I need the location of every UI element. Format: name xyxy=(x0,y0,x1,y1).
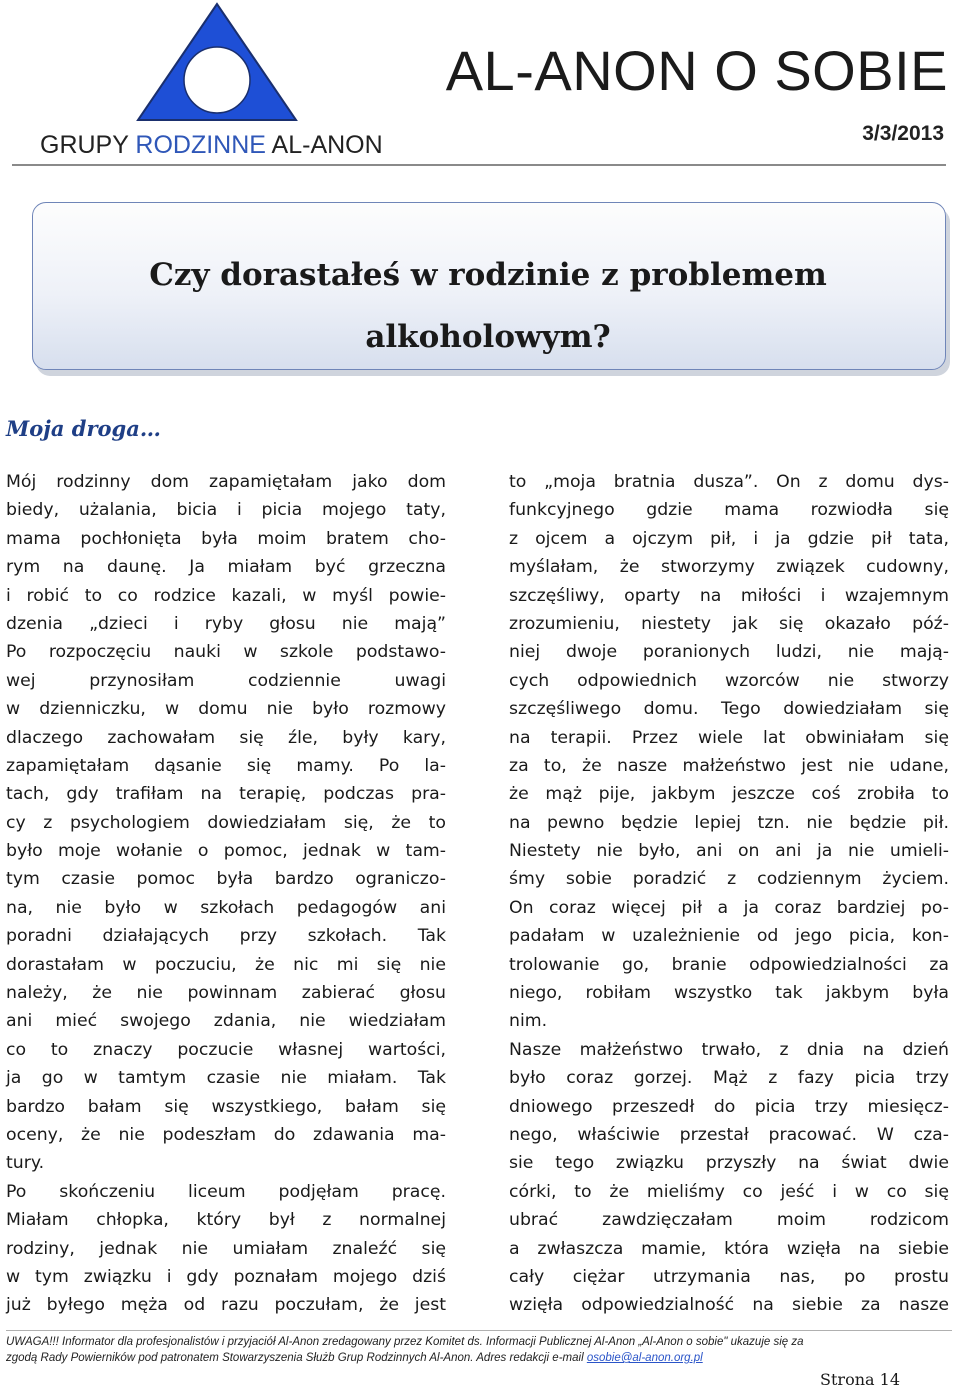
text-line: tym czasie pomoc była bardzo ograniczo- xyxy=(6,869,446,890)
text-line: nego, właściwie przestał pracować. W cza- xyxy=(509,1124,949,1145)
text-line: na terapii. Przez wiele lat obwiniałam się xyxy=(509,727,949,748)
text-line: mama pochłonięta była moim bratem cho- xyxy=(6,528,446,549)
text-line: wzięła odpowiedzialność na siebie za nasze xyxy=(509,1295,949,1316)
text-line: rym na daunę. Ja miałam być grzeczna xyxy=(6,557,446,578)
footer-line2-text: zgodą Rady Powierników pod patronatem Stowarzyszenia Służb Grup Rodzinnych Al-Anon. Adres redakcji e-mail xyxy=(6,1352,587,1364)
groups-highlight: RODZINNE xyxy=(135,131,266,159)
triangle-circle-logo-icon xyxy=(132,0,302,122)
text-line: było moje wołanie o pomoc, jednak w tam- xyxy=(6,841,446,862)
text-line: Mój rodzinny dom zapamiętałam jako dom xyxy=(6,472,446,492)
text-line: a zwłaszcza mamie, która wzięła na siebie xyxy=(509,1238,949,1259)
text-line: ani mieć swojego zdania, nie wiedziałam xyxy=(6,1011,446,1032)
text-line: śmy sobie poradzić z codziennym życiem. xyxy=(509,869,949,890)
groups-name xyxy=(40,130,383,160)
text-line: Nasze małżeństwo trwało, z dnia na dzień xyxy=(509,1039,949,1060)
text-line: On coraz więcej pił a ja coraz bardziej po- xyxy=(509,897,949,918)
text-line: cy z psychologiem dowiedziałam się, że to xyxy=(6,812,446,833)
text-line: rodziny, jednak nie umiałam znaleźć się xyxy=(6,1238,446,1259)
text-line: tury. xyxy=(6,1153,45,1174)
section-title: Moja droga… xyxy=(6,416,161,441)
article-title-line1: Czy dorastałeś w rodzinie z problemem xyxy=(149,257,827,293)
text-line: dorastałam w poczuciu, że nic mi się nie xyxy=(6,954,446,975)
text-line: cały ciężar utrzymania nas, po prostu xyxy=(509,1266,949,1287)
text-line: niego, robiłam wszystko tak jakbym była xyxy=(509,983,949,1004)
text-line: tach, gdy trafiłam na terapię, podczas pra- xyxy=(6,784,446,805)
header-divider xyxy=(12,164,946,166)
text-line: należy, że nie powinnam zabierać głosu xyxy=(6,983,446,1004)
text-line: za to, że nasze małżeństwo jest nie udane, xyxy=(509,755,949,776)
text-line: padałam w uzależnienie od jego picia, kon- xyxy=(509,926,949,947)
text-line: funkcyjnego gdzie mama rozwiodła się xyxy=(509,500,949,521)
text-line: poradni działających przy szkołach. Tak xyxy=(6,926,446,947)
footer-note xyxy=(6,1334,952,1366)
text-line: dlaczego zachowałam się źle, były kary, xyxy=(6,727,446,748)
text-line: co to znaczy poczucie własnej wartości, xyxy=(6,1039,446,1060)
text-line: było coraz gorzej. Mąż z fazy picia trzy xyxy=(509,1068,949,1089)
text-line: w tym związku i gdy poznałam mojego dziś xyxy=(6,1266,446,1287)
text-line: oceny, że nie podeszłam do zdawania ma- xyxy=(6,1124,446,1145)
text-line: dzenia „dzieci i ryby głosu nie mają” xyxy=(6,613,446,634)
text-line: Po rozpoczęciu nauki w szkole podstawo- xyxy=(6,642,446,663)
text-line: zrozumieniu, niestety jak się okazało póź- xyxy=(509,613,949,634)
text-line: biedy, użalania, bicia i picia mojego taty, xyxy=(6,500,446,521)
issue-date: 3/3/2013 xyxy=(862,122,944,145)
text-line: Niestety nie było, ani on ani ja nie umieli- xyxy=(509,841,949,862)
text-line: bardzo bałam się wszystkiego, bałam się xyxy=(6,1096,446,1117)
text-line: Miałam chłopka, który był z normalnej xyxy=(6,1210,446,1231)
right-column xyxy=(509,468,949,1320)
groups-prefix: GRUPY xyxy=(40,131,136,159)
text-line: trolowanie go, branie odpowiedzialności za xyxy=(509,954,949,975)
text-line: na, nie było w szkołach pedagogów ani xyxy=(6,897,446,918)
page-number: Strona 14 xyxy=(820,1370,900,1389)
text-line: zapamiętałam dąsanie się mamy. Po la- xyxy=(6,755,446,776)
text-line: już byłego męża od razu poczułam, że jest xyxy=(6,1295,446,1316)
article-title-line2: alkoholowym? xyxy=(365,319,611,355)
text-line: sie tego związku przyszły na świat dwie xyxy=(509,1153,949,1174)
footer-line2 xyxy=(6,1350,952,1366)
text-line: to „moja bratnia dusza”. On z domu dys- xyxy=(509,472,949,492)
groups-suffix: AL-ANON xyxy=(265,131,383,159)
email-link[interactable]: osobie@al-anon.org.pl xyxy=(586,1352,703,1364)
text-line: niej dwoje poranionych ludzi, nie mają- xyxy=(509,642,949,663)
text-line: dniowego przeszedł do picia trzy miesięcz- xyxy=(509,1096,949,1117)
text-line: że mąż pije, jakbym jeszcze coś zrobiła to xyxy=(509,784,949,805)
text-line: w dzienniczku, w domu nie było rozmowy xyxy=(6,699,446,720)
left-column xyxy=(6,468,446,1320)
text-line: i robić to co rodzice kazali, w myśl powie- xyxy=(6,585,446,606)
text-line: córki, to że mieliśmy co jeść i w co się xyxy=(509,1181,949,1202)
text-line: wej przynosiłam codziennie uwagi xyxy=(6,670,446,691)
article-title xyxy=(32,244,944,368)
text-line: ja go w tamtym czasie nie miałam. Tak xyxy=(6,1068,446,1089)
text-line: nim. xyxy=(509,1011,548,1032)
text-line: szczęśliwego domu. Tego dowiedziałam się xyxy=(509,699,949,720)
text-line: Po skończeniu liceum podjęłam pracę. xyxy=(6,1181,446,1202)
text-line: myślałam, że stworzymy związek cudowny, xyxy=(509,557,949,578)
publication-title: AL-ANON O SOBIE xyxy=(445,39,948,102)
text-line: z ojcem a ojczym pił, i ja gdzie pił tata, xyxy=(509,528,949,549)
text-line: szczęśliwy, oparty na miłości i wzajemnym xyxy=(509,585,949,606)
text-line: na pewno będzie lepiej tzn. nie będzie pił. xyxy=(509,812,949,833)
text-line: ubrać zawdzięczałam moim rodzicom xyxy=(509,1210,949,1231)
footer-divider xyxy=(6,1330,952,1331)
footer-line1: UWAGA!!! Informator dla profesjonalistów i przyjaciół Al-Anon zredagowany przez Komitet ds. Informacji Publicznej Al-Anon „Al-Anon o sobie" ukazuje się za xyxy=(6,1336,804,1348)
text-line: cych odpowiednich wzorców nie stworzy xyxy=(509,670,949,691)
